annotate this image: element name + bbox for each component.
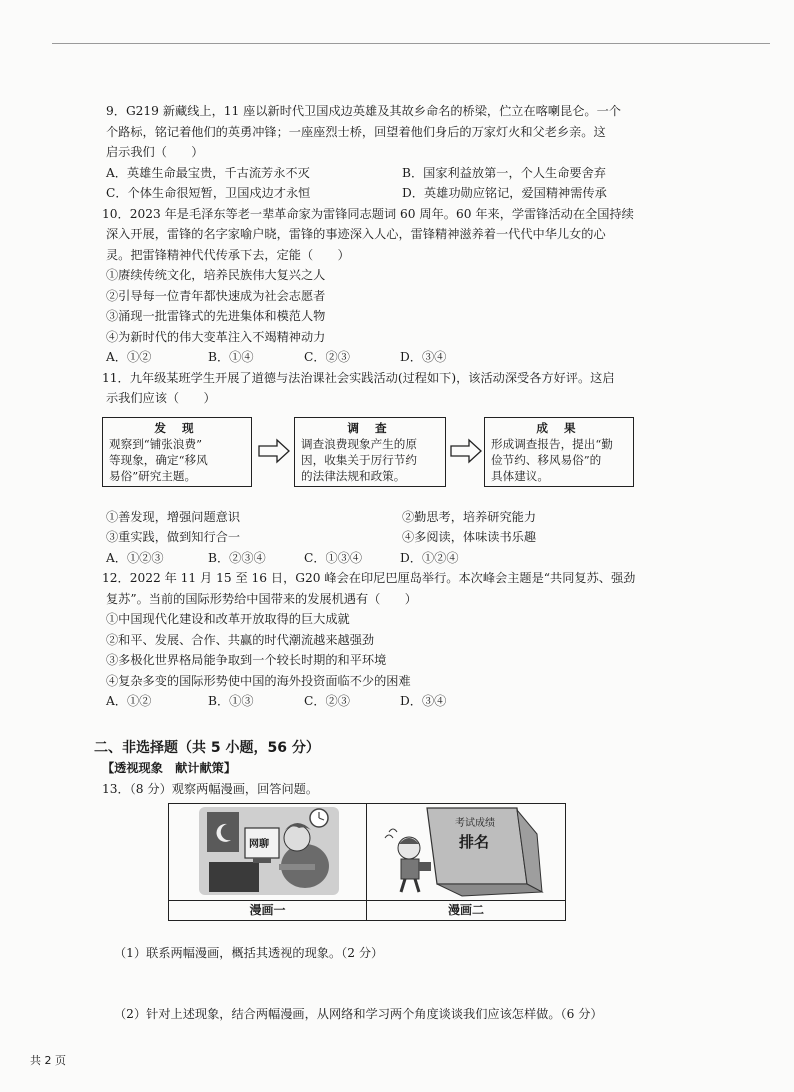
header-rule: [52, 43, 770, 44]
q10-option-b[interactable]: B．①④: [208, 350, 254, 364]
q9-option-a[interactable]: A．英雄生命最宝贵，千古流芳永不灭: [106, 165, 310, 180]
q12-line-1: 12．2022 年 11 月 15 至 16 日，G20 峰会在印尼巴厘岛举行。本次峰会主题是“共同复苏、强劲: [102, 571, 636, 585]
q11-option-d[interactable]: D．①②④: [400, 550, 459, 565]
q10-line-2: 深入开展，雷锋的名字家喻户晓，雷锋的事迹深入人心，雷锋精神滋养着一代代中华儿女的心: [106, 227, 606, 241]
q9-option-b[interactable]: B．国家利益放第一，个人生命要舍弃: [402, 165, 606, 180]
q9-option-c[interactable]: C．个体生命很短暂，卫国戍边才永恒: [106, 186, 311, 200]
comic-two-caption: 漫画二: [367, 900, 565, 920]
flow-step-title: 发 现: [154, 420, 200, 435]
q12-option-b[interactable]: B．①③: [208, 694, 254, 708]
exam-content: [94, 101, 698, 1024]
q11-flowchart: [100, 417, 698, 513]
q12-item-4: ④复杂多变的国际形势使中国的海外投资面临不少的困难: [106, 673, 411, 688]
question-11: [102, 368, 698, 569]
flow-step-text: 观察到“铺张浪费”: [109, 436, 203, 451]
section-title: 二、非选择题（共 5 小题，56 分）: [94, 739, 320, 756]
q11-line-1: 11．九年级某班学生开展了道德与法治课社会实践活动(过程如下)，该活动深受各方好评。这启: [102, 370, 615, 385]
q10-option-d[interactable]: D．③④: [400, 350, 447, 364]
q11-items-row-2: [106, 527, 698, 548]
q9-option-d[interactable]: D．英雄功勋应铭记，爱国精神需传承: [402, 186, 607, 200]
q11-item-2: ②勤思考，培养研究能力: [402, 509, 537, 524]
question-13: [102, 779, 698, 1025]
comic-panels: [168, 803, 566, 921]
q10-item-3: ③涌现一批雷锋式的先进集体和模范人物: [106, 309, 326, 323]
flow-step-title: 成 果: [536, 420, 582, 435]
q10-option-c[interactable]: C．②③: [304, 350, 350, 364]
q10-item-2: ②引导每一位青年都快速成为社会志愿者: [106, 288, 326, 303]
q13-subquestion-2: （2）针对上述现象，结合两幅漫画，从网络和学习两个角度谈谈我们应该怎样做。（6 分）: [114, 1006, 603, 1021]
flow-step-text: 形成调查报告，提出“勤: [491, 436, 613, 451]
q10-line-3: 灵。把雷锋精神代代传承下去，定能（ ）: [106, 247, 350, 262]
q11-item-3: ③重实践，做到知行合一: [106, 530, 241, 544]
q12-option-a[interactable]: A．①②: [106, 694, 152, 708]
q11-line-2: 示我们应该（ ）: [106, 391, 216, 405]
flow-step-text: 等现象，确定“移风: [109, 452, 208, 467]
flow-step-investigate: [294, 417, 446, 487]
section-subtitle: 【透视现象 献计献策】: [102, 761, 237, 775]
comic-two-sign-main: 排名: [459, 833, 490, 851]
flow-step-text: 具体建议。: [491, 468, 549, 483]
flow-step-text: 易俗”研究主题。: [109, 468, 197, 483]
comic-two-sign-top: 考试成绩: [455, 818, 495, 829]
comic-two: [367, 804, 565, 900]
q12-options: [106, 691, 698, 712]
flow-step-result: [484, 417, 634, 487]
q12-option-c[interactable]: C．②③: [304, 694, 350, 708]
flow-step-discover: [102, 417, 252, 487]
flow-step-text: 俭节约、移风易俗”的: [491, 452, 602, 467]
flow-step-text: 的法律法规和政策。: [301, 468, 406, 483]
question-9: [106, 101, 698, 204]
comic-one: [169, 804, 367, 900]
q13-stem: 13．（8 分）观察两幅漫画，回答问题。: [102, 781, 319, 796]
q10-option-a[interactable]: A．①②: [106, 350, 152, 364]
flow-step-text: 调查浪费现象产生的原: [301, 436, 417, 451]
q12-item-3: ③多极化世界格局能争取到一个较长时期的和平环境: [106, 653, 387, 667]
flow-arrow-icon: [258, 438, 290, 464]
q10-item-4: ④为新时代的伟大变革注入不竭精神动力: [106, 329, 326, 344]
q11-options: [106, 548, 698, 569]
q11-option-a[interactable]: A．①②③: [106, 550, 164, 565]
q12-item-1: ①中国现代化建设和改革开放取得的巨大成就: [106, 612, 350, 626]
flow-arrow-icon: [450, 438, 482, 464]
q12-option-d[interactable]: D．③④: [400, 694, 447, 708]
q9-line-3: 启示我们（ ）: [106, 145, 204, 159]
question-12: [102, 568, 698, 712]
q10-line-1: 10．2023 年是毛泽东等老一辈革命家为雷锋同志题词 60 周年。60 年来，学雷锋活动在全国持续: [102, 206, 634, 221]
q12-item-2: ②和平、发展、合作、共赢的时代潮流越来越强劲: [106, 632, 375, 647]
page-count: 共 2 页: [30, 1054, 66, 1067]
q10-options: [106, 347, 698, 368]
q9-options-row-2: [106, 183, 698, 204]
q9-line-1: 9．G219 新藏线上，11 座以新时代卫国戍边英雄及其故乡命名的桥梁，伫立在喀喇昆仑。一个: [106, 104, 621, 118]
flow-step-title: 调 查: [347, 420, 393, 435]
q11-item-1: ①善发现，增强问题意识: [106, 509, 241, 524]
q9-options-row-1: [106, 163, 698, 184]
q11-option-c[interactable]: C．①③④: [304, 550, 363, 565]
q12-line-2: 复苏”。当前的国际形势给中国带来的发展机遇有（ ）: [106, 591, 417, 606]
q10-item-1: ①赓续传统文化，培养民族伟大复兴之人: [106, 268, 326, 282]
comic-one-caption: 漫画一: [169, 900, 367, 920]
question-10: [102, 204, 698, 368]
q11-item-4: ④多阅读，体味读书乐趣: [402, 530, 537, 544]
q9-line-2: 个路标，铭记着他们的英勇冲锋；一座座烈士桥，回望着他们身后的万家灯火和父老乡亲。这: [106, 124, 606, 139]
q13-subquestion-1: （1）联系两幅漫画，概括其透视的现象。（2 分）: [114, 946, 384, 960]
flow-step-text: 因，收集关于厉行节约: [301, 452, 417, 467]
q11-option-b[interactable]: B．②③④: [208, 550, 266, 565]
comic-one-sign: 网聊: [249, 839, 269, 850]
